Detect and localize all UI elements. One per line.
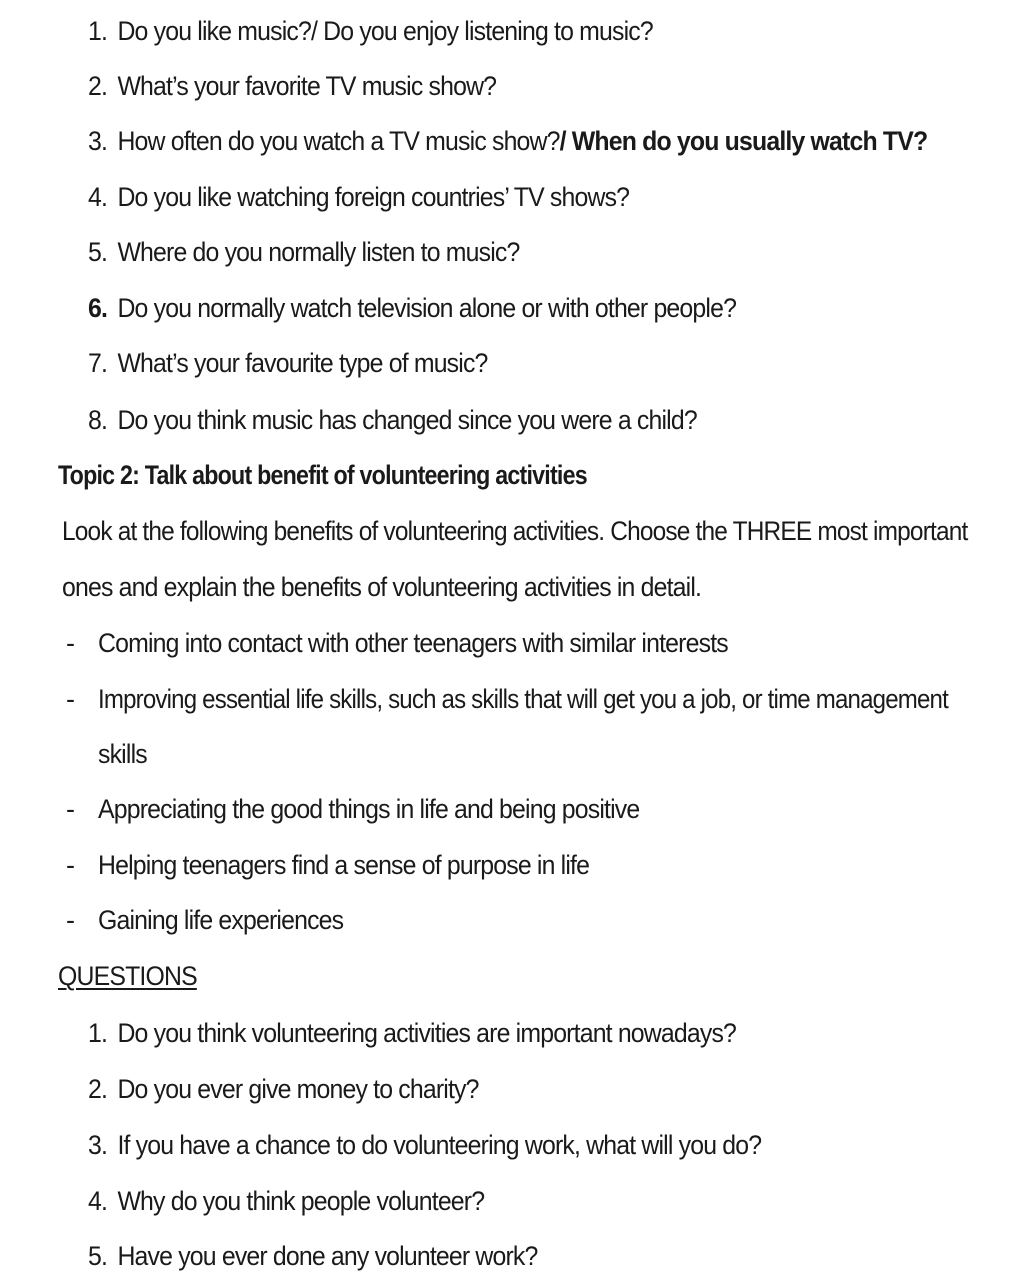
list-item: [88, 69, 496, 103]
bullet-marker: -: [66, 905, 75, 935]
list-text-bold: / When do you usually watch TV?: [559, 126, 928, 156]
bullet-marker: -: [66, 794, 75, 824]
bullet-item: Appreciating the good things in life and being positive: [98, 794, 640, 824]
list-item: [88, 235, 519, 269]
list-item: [88, 14, 653, 48]
list-text: What’s your favourite type of music?: [117, 348, 488, 378]
list-item: [88, 291, 736, 325]
list-number: 1.: [88, 1018, 108, 1048]
bullet-item: Improving essential life skills, such as skills that will get you a job, or time management: [98, 684, 948, 714]
bullet-item: Gaining life experiences: [98, 905, 344, 935]
intro-paragraph-line: Look at the following benefits of volunteering activities. Choose the THREE most important: [62, 516, 968, 546]
section-heading: Topic 2: Talk about benefit of volunteering activities: [58, 460, 587, 490]
list-text: Do you like music?/ Do you enjoy listening to music?: [117, 16, 653, 46]
list-item: [88, 124, 927, 158]
list-text: Where do you normally listen to music?: [117, 237, 520, 267]
list-item: [88, 1072, 479, 1106]
intro-paragraph-line: ones and explain the benefits of volunteering activities in detail.: [62, 572, 702, 602]
list-number: 4.: [88, 182, 108, 212]
list-text: Do you think volunteering activities are important nowadays?: [117, 1018, 737, 1048]
list-number: 6.: [88, 293, 108, 323]
list-text: How often do you watch a TV music show?: [117, 126, 560, 156]
bullet-item-continuation: skills: [98, 739, 147, 769]
list-text: Do you think music has changed since you were a child?: [117, 405, 697, 435]
list-item: [88, 1016, 736, 1050]
list-text: Do you normally watch television alone or with other people?: [117, 293, 737, 323]
list-text: Why do you think people volunteer?: [117, 1186, 485, 1216]
list-item: [88, 180, 629, 214]
bullet-marker: -: [66, 850, 75, 880]
list-number: 3.: [88, 1130, 108, 1160]
list-number: 8.: [88, 405, 108, 435]
list-text: What’s your favorite TV music show?: [117, 71, 497, 101]
list-text: Do you like watching foreign countries’ TV shows?: [117, 182, 630, 212]
list-item: [88, 1128, 761, 1162]
list-number: 2.: [88, 71, 108, 101]
bullet-marker: -: [66, 628, 75, 658]
list-text: Have you ever done any volunteer work?: [117, 1241, 538, 1271]
list-text: Do you ever give money to charity?: [117, 1074, 479, 1104]
list-item: [88, 1184, 484, 1218]
bullet-marker: -: [66, 684, 75, 714]
list-text: If you have a chance to do volunteering work, what will you do?: [117, 1130, 762, 1160]
bullet-item: Helping teenagers find a sense of purpose in life: [98, 850, 590, 880]
list-number: 3.: [88, 126, 108, 156]
bullet-item: Coming into contact with other teenagers with similar interests: [98, 628, 728, 658]
list-item: [88, 403, 697, 437]
list-item: [88, 346, 488, 380]
list-number: 5.: [88, 237, 108, 267]
list-number: 2.: [88, 1074, 108, 1104]
list-item: [88, 1239, 538, 1273]
list-number: 4.: [88, 1186, 108, 1216]
list-number: 1.: [88, 16, 108, 46]
list-number: 5.: [88, 1241, 108, 1271]
questions-heading: QUESTIONS: [58, 961, 197, 991]
list-number: 7.: [88, 348, 108, 378]
